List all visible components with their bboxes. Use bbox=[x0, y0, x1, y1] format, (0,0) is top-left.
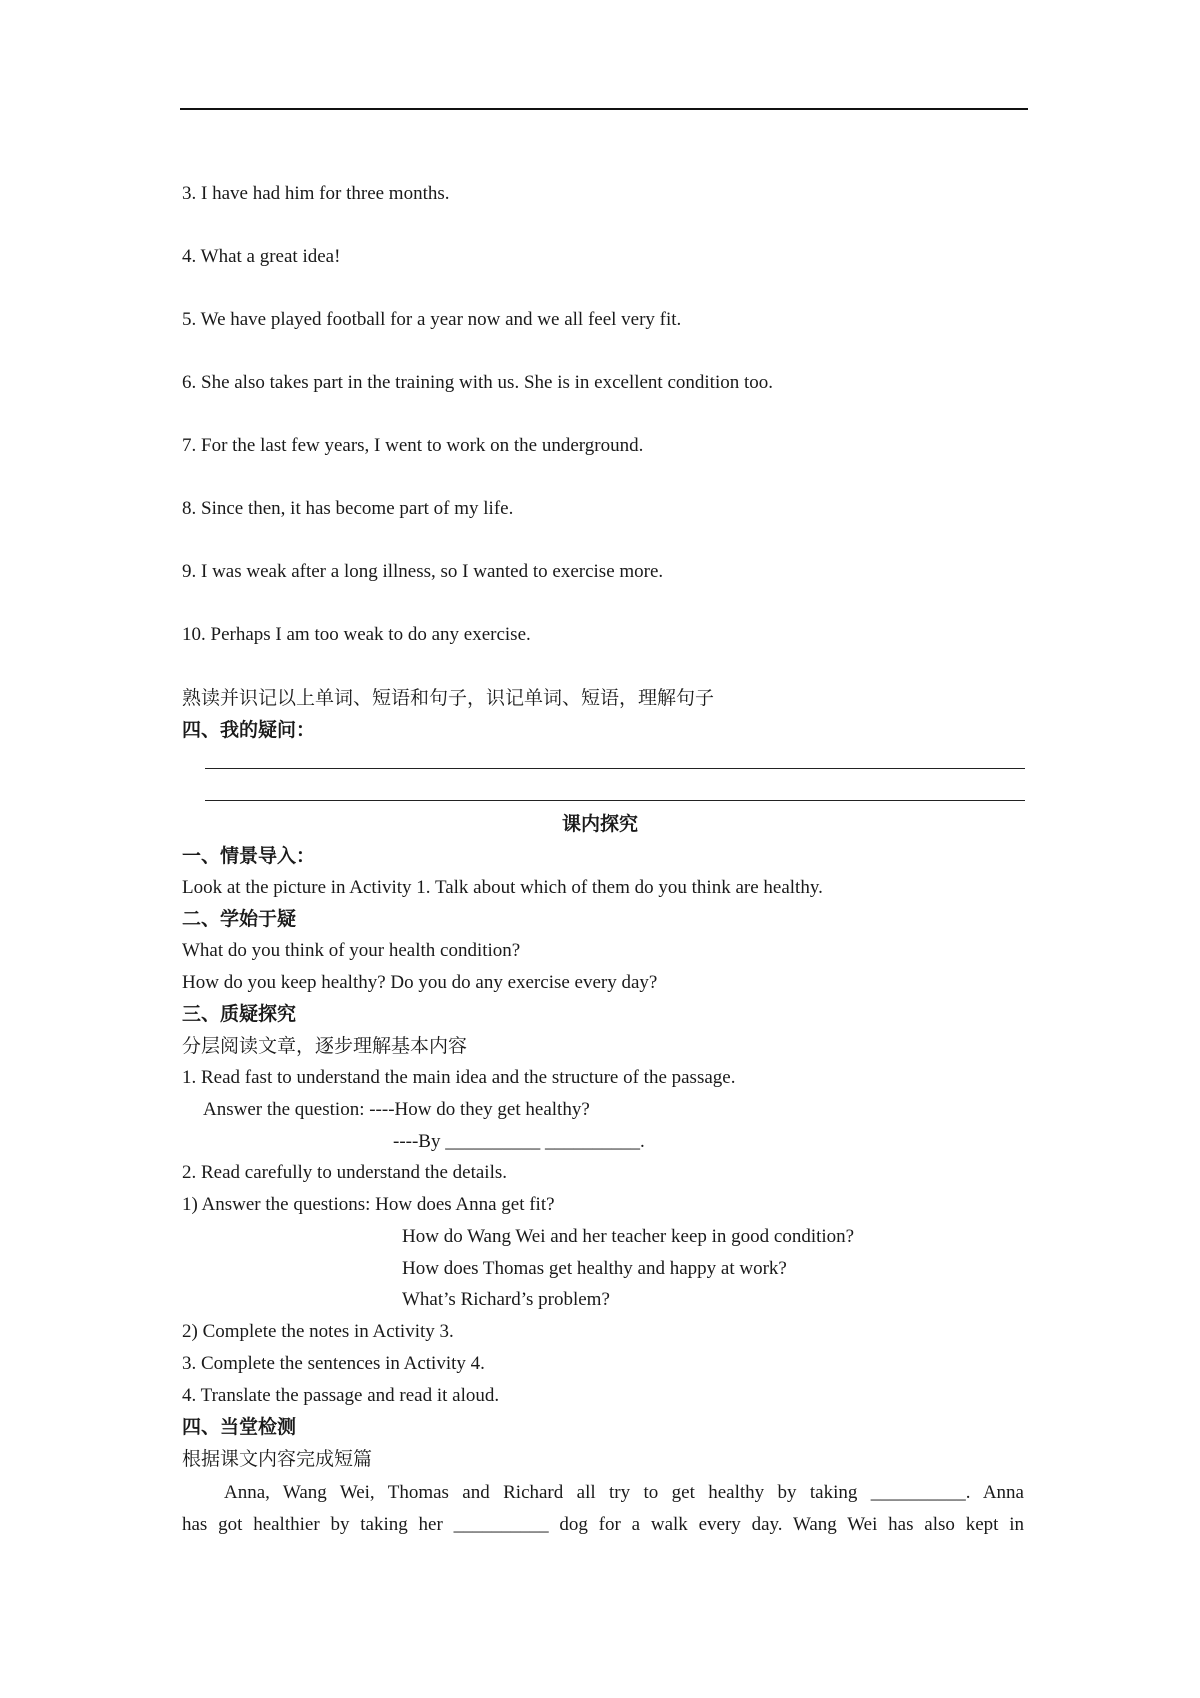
s3-item-1: 1. Read fast to understand the main idea and the structure of the passage. bbox=[182, 1067, 736, 1088]
s3-item-2-1: 1) Answer the questions: How does Anna get fit? bbox=[182, 1194, 555, 1215]
s3-item-3: 3. Complete the sentences in Activity 4. bbox=[182, 1353, 485, 1374]
s3-item-2-q3: How does Thomas get healthy and happy at work? bbox=[402, 1258, 787, 1279]
s4-paragraph-line-1: Anna, Wang Wei, Thomas and Richard all try to get healthy by taking __________. Anna bbox=[224, 1482, 1024, 1503]
s3-item-1-by: ----By __________ __________. bbox=[393, 1131, 645, 1152]
answer-blank-line-1[interactable] bbox=[205, 768, 1025, 769]
s1-text: Look at the picture in Activity 1. Talk about which of them do you think are healthy. bbox=[182, 877, 823, 898]
memorize-instruction: 熟读并识记以上单词、短语和句子，识记单词、短语，理解句子 bbox=[182, 687, 715, 709]
s4-intro: 根据课文内容完成短篇 bbox=[182, 1448, 373, 1470]
s3-item-1-answer: Answer the question: ----How do they get healthy? bbox=[203, 1099, 590, 1120]
sentence-9: 9. I was weak after a long illness, so I wanted to exercise more. bbox=[182, 561, 664, 582]
s2-question-1: What do you think of your health condition? bbox=[182, 940, 521, 961]
s3-item-2-q4: What’s Richard’s problem? bbox=[402, 1289, 610, 1310]
sentence-10: 10. Perhaps I am too weak to do any exercise. bbox=[182, 624, 531, 645]
my-questions-heading: 四、我的疑问： bbox=[182, 719, 316, 741]
sentence-4: 4. What a great idea! bbox=[182, 246, 341, 267]
section-title: 课内探究 bbox=[561, 813, 638, 835]
s3-item-2-q2: How do Wang Wei and her teacher keep in good condition? bbox=[402, 1226, 855, 1247]
answer-blank-line-2[interactable] bbox=[205, 800, 1025, 801]
sentence-3: 3. I have had him for three months. bbox=[182, 183, 450, 204]
s3-item-2-2: 2) Complete the notes in Activity 3. bbox=[182, 1321, 454, 1342]
s2-question-2: How do you keep healthy? Do you do any exercise every day? bbox=[182, 972, 658, 993]
s4-paragraph-line-2: has got healthier by taking her __________ dog for a walk every day. Wang Wei has also kept in bbox=[182, 1514, 1024, 1535]
s1-heading: 一、情景导入： bbox=[182, 845, 316, 867]
header-rule bbox=[180, 108, 1028, 110]
s3-item-4: 4. Translate the passage and read it aloud. bbox=[182, 1385, 500, 1406]
sentence-7: 7. For the last few years, I went to work on the underground. bbox=[182, 435, 644, 456]
sentence-8: 8. Since then, it has become part of my life. bbox=[182, 498, 514, 519]
s3-heading: 三、质疑探究 bbox=[182, 1003, 297, 1025]
sentence-5: 5. We have played football for a year now and we all feel very fit. bbox=[182, 309, 682, 330]
s3-item-2: 2. Read carefully to understand the details. bbox=[182, 1162, 508, 1183]
s4-heading: 四、当堂检测 bbox=[182, 1416, 297, 1438]
s3-intro: 分层阅读文章，逐步理解基本内容 bbox=[182, 1035, 468, 1057]
sentence-6: 6. She also takes part in the training with us. She is in excellent condition too. bbox=[182, 372, 774, 393]
s2-heading: 二、学始于疑 bbox=[182, 908, 297, 930]
